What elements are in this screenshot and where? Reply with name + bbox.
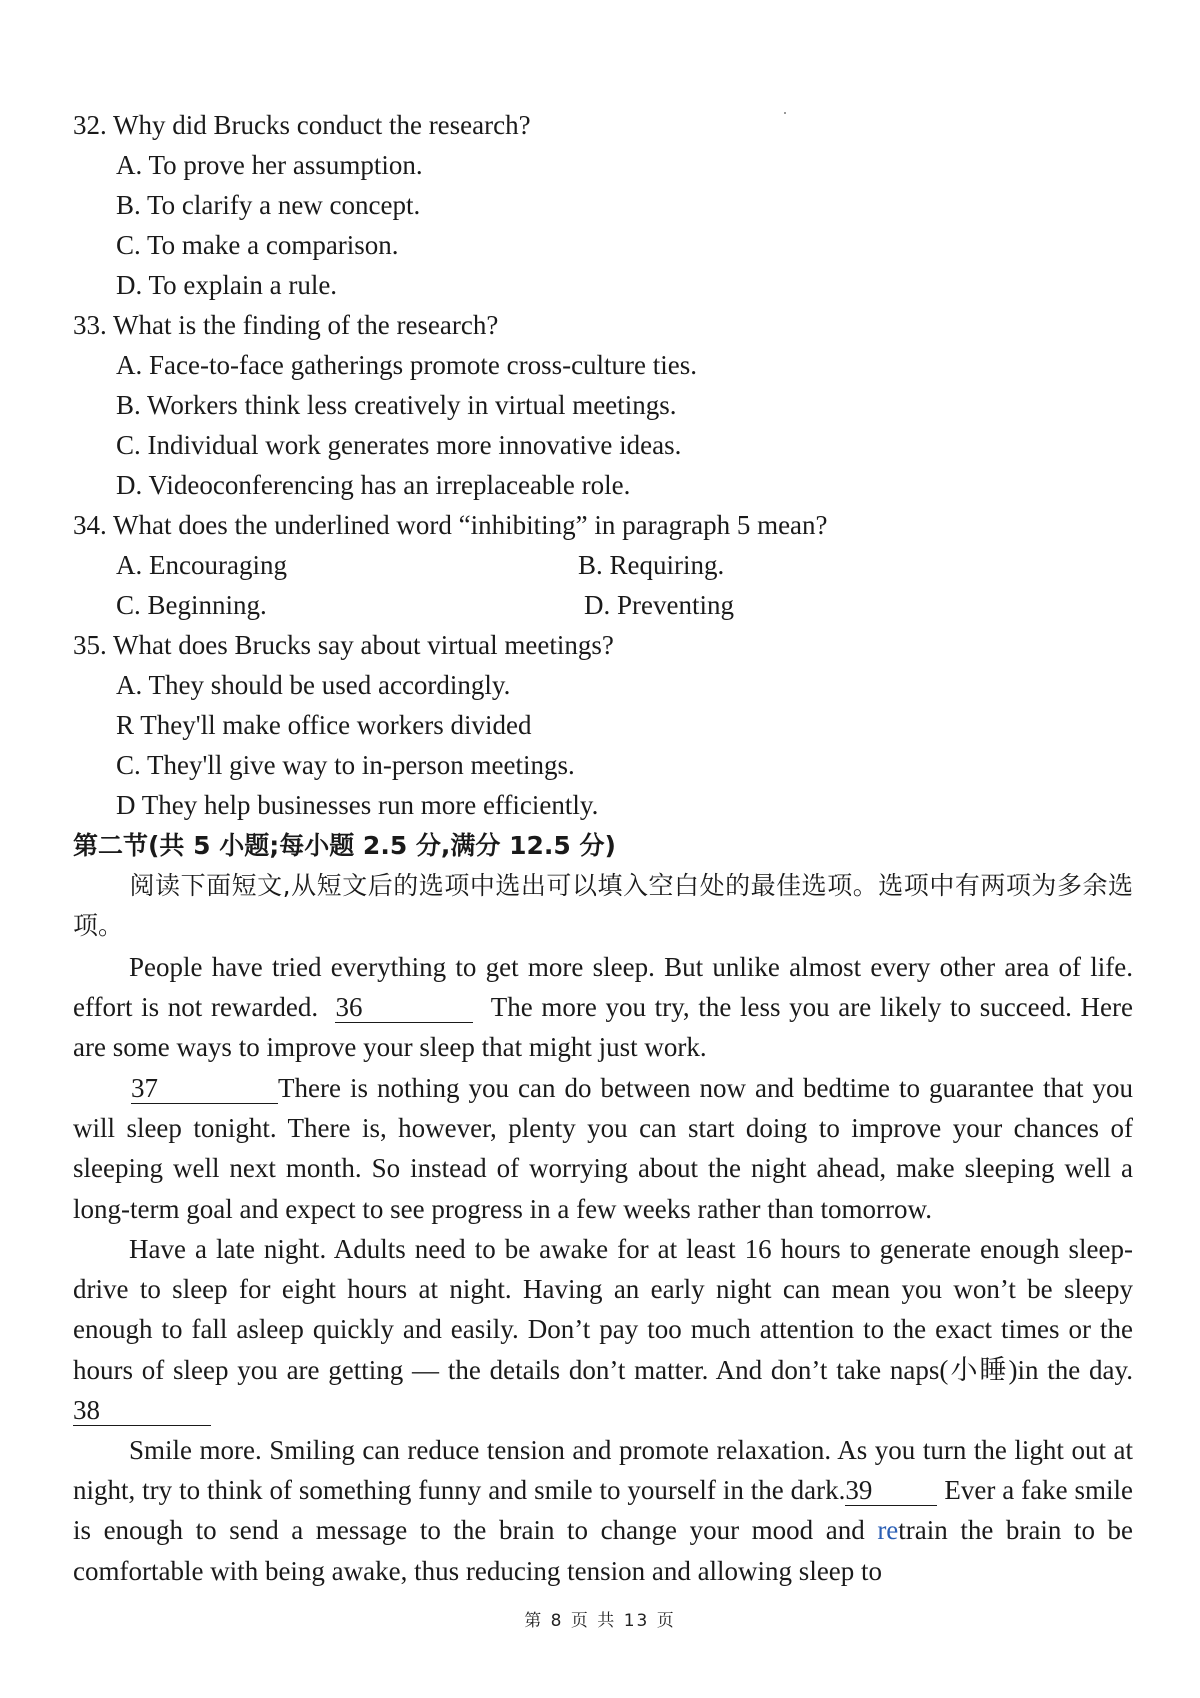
question-32-option-c: C. To make a comparison. [116, 230, 399, 260]
passage-paragraph-4 [73, 1430, 1133, 1591]
question-35-option-a: A. They should be used accordingly. [116, 670, 511, 700]
question-35-option-d: D They help businesses run more efficiently. [116, 790, 599, 820]
question-33-option-d: D. Videoconferencing has an irreplaceable role. [116, 470, 631, 500]
question-33-option-b: B. Workers think less creatively in virtual meetings. [116, 390, 677, 420]
question-33-option-c: C. Individual work generates more innovative ideas. [116, 430, 682, 460]
paragraph-4-highlight: re [877, 1515, 899, 1546]
question-34-option-c: C. Beginning. [116, 590, 267, 620]
paragraph-4-text-c: train the brain to be comfortable with being awake, thus reducing tension and allowing sleep to [73, 1515, 1133, 1586]
page-number-footer: 第 8 页 共 13 页 [524, 1611, 676, 1631]
question-34-stem: 34. What does the underlined word “inhibiting” in paragraph 5 mean? [73, 510, 828, 540]
blank-36: 36 [335, 992, 473, 1023]
passage-paragraph-3 [73, 1229, 1133, 1430]
paragraph-4-text-a: Smile more. Smiling can reduce tension and promote relaxation. As you turn the light out at night, try to think of something funny and smile to yourself in the dark. [73, 1435, 1133, 1506]
blank-39: 39 [845, 1475, 937, 1506]
question-33-stem: 33. What is the finding of the research? [73, 310, 499, 340]
question-32-option-a: A. To prove her assumption. [116, 150, 423, 180]
passage-paragraph-2 [73, 1068, 1133, 1229]
blank-38: 38 [73, 1395, 211, 1426]
paragraph-1-text-b: The more you try, the less you are likely to succeed. Here are some ways to improve your sleep that might just work. [73, 992, 1134, 1063]
paragraph-4-text-b: Ever a fake smile is enough to send a message to the brain to change your mood and [73, 1475, 1134, 1546]
question-32-stem: 32. Why did Brucks conduct the research? [73, 110, 531, 140]
section-heading: 第二节(共 5 小题;每小题 2.5 分,满分 12.5 分) [73, 831, 616, 860]
paragraph-3-text: Have a late night. Adults need to be awake for at least 16 hours to generate enough sleep-drive to sleep for eight hours at night. Having an early night can mean you won’t be sleepy enough to fall asleep quickly and easily. Don’t pay too much attention to the exact times or the hours of sleep you are getting — the details don’t matter. And don’t take naps(小睡)in the day. [73, 1234, 1133, 1385]
question-35-option-c: C. They'll give way to in-person meetings. [116, 750, 575, 780]
question-34-option-b: B. Requiring. [578, 550, 725, 580]
question-32-option-b: B. To clarify a new concept. [116, 190, 421, 220]
question-34-option-a: A. Encouraging [116, 550, 287, 580]
scan-speck [784, 112, 786, 114]
question-33-option-a: A. Face-to-face gatherings promote cross-culture ties. [116, 350, 698, 380]
question-35-stem: 35. What does Brucks say about virtual meetings? [73, 630, 614, 660]
paragraph-1-text-a: People have tried everything to get more sleep. But unlike almost every other area of life. effort is not rewarded. [73, 952, 1133, 1023]
passage-paragraph-1 [73, 947, 1133, 1068]
question-32-option-d: D. To explain a rule. [116, 270, 338, 300]
question-35-option-b: R They'll make office workers divided [116, 710, 532, 740]
question-34-option-d: D. Preventing [584, 590, 734, 620]
section-instruction [73, 866, 1133, 946]
paragraph-2-text: There is nothing you can do between now and bedtime to guarantee that you will sleep tonight. There is, however, plenty you can start doing to improve your chances of sleeping well next month. So instead of worrying about the night ahead, make sleeping well a long-term goal and expect to see progress in a few weeks rather than tomorrow. [73, 1073, 1133, 1224]
blank-37: 37 [131, 1073, 278, 1104]
instruction-text: 阅读下面短文,从短文后的选项中选出可以填入空白处的最佳选项。选项中有两项为多余选项。 [73, 871, 1133, 940]
